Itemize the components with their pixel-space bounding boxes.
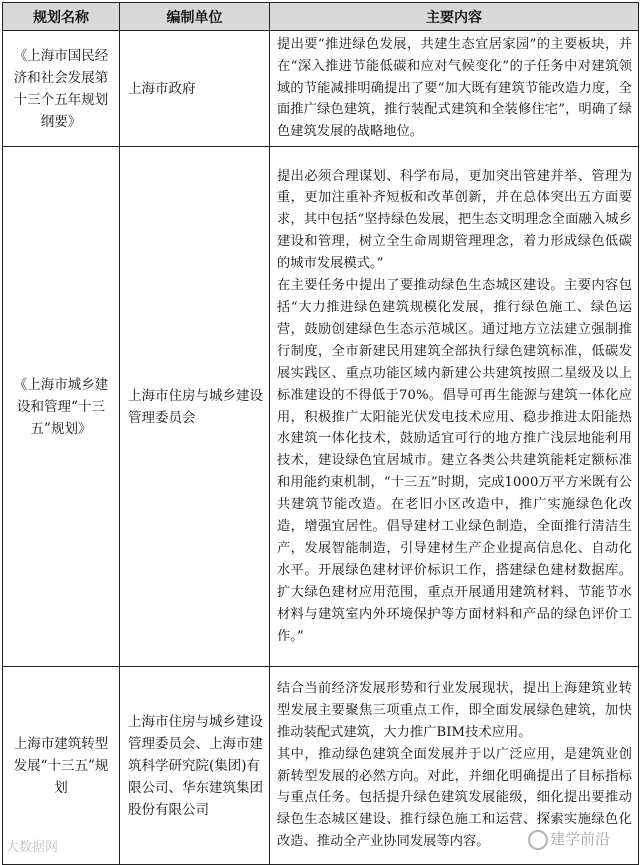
wechat-logo-icon	[528, 830, 548, 850]
plan-name-cell: 上海市建筑转型发展“十三五”规划	[3, 667, 120, 865]
table-row	[3, 147, 639, 667]
content-paragraph: 其中，推动绿色建筑全面发展并于以广泛应用，是建筑业创新转型发展的必然方向。对此，并细化明确提出了目标指标与重点任务。包括提升绿色建筑发展能级，细化提出要推动绿色生态城区建设、推行绿色施工和运营、探索实施绿色化改造、推动全产业协同发展等内容。	[277, 746, 632, 850]
compiling-unit-cell: 上海市住房与城乡建设管理委员会、上海市建筑科学研究院(集团)有限公司、华东建筑集团股份有限公司	[120, 667, 270, 865]
table-row	[3, 31, 639, 147]
watermark-right	[528, 828, 610, 850]
content-paragraph: 结合当前经济发展形势和行业发展现状，提出上海建筑业转型发展主要聚焦三项重点工作，即全面发展绿色建筑，加快推动装配式建筑，大力推广BIM技术应用。	[277, 680, 632, 740]
main-content-cell	[270, 31, 639, 147]
plan-name-cell: 《上海市国民经济和社会发展第十三个五年规划纲要》	[3, 31, 120, 147]
plan-name-cell: 《上海市城乡建设和管理“十三五”规划》	[3, 147, 120, 667]
watermark-left: 大数据网	[6, 840, 59, 855]
main-content-cell	[270, 147, 639, 667]
watermark-right-text: 建学前沿	[550, 830, 611, 848]
header-row	[3, 3, 639, 31]
header-compiling-unit: 编制单位	[120, 3, 270, 31]
content-paragraph: 提出必须合理谋划、科学布局，更加突出管建并举、管理为重，更加注重补齐短板和改革创新，并在总体突出五方面要求，其中包括“坚持绿色发展，把生态文明理念全面融入城乡建设和管理，树立全生命周期管理理念，着力形成绿色低碳的城市发展模式。”	[277, 168, 632, 272]
content-paragraph: 在主要任务中提出了要推动绿色生态城区建设。主要内容包括“大力推进绿色建筑规模化发展，推行绿色施工、绿色运营，鼓励创建绿色生态示范城区。通过地方立法建立强制推行制度，全市新建民用建筑全部执行绿色建筑标准，低碳发展实践区、重点功能区域内新建公共建筑按照二星级及以上标准建设的不得低于70%。倡导可再生能源与建筑一体化应用，积极推广太阳能光伏发电技术应用、稳步推进太阳能热水建筑一体化技术，鼓励适宜可行的地方推广浅层地能利用技术，建设绿色宜居城市。建立各类公共建筑能耗定额标准和用能约束机制，“十三五”时期，完成1000万平方米既有公共建筑节能改造。在老旧小区改造中，推广实施绿色化改造，增强宜居性。倡导建材工业绿色制造，全面推行清洁生产，发展智能制造，引导建材生产企业提高信息化、自动化水平。开展绿色建材评价标识工作，搭建绿色建材数据库。扩大绿色建材应用范围，重点开展通用建筑材料、节能节水材料与建筑室内外环境保护等方面材料和产品的绿色评价工作。”	[277, 278, 632, 644]
content-paragraph: 提出要“推进绿色发展，共建生态宜居家园”的主要板块，并在“深入推进节能低碳和应对气候变化”的子任务中对建筑领域的节能减排明确提出了要“加大既有建筑节能改造力度，全面推广绿色建筑，推行装配式建筑和全装修住宅”，明确了绿色建筑发展的战略地位。	[277, 36, 632, 140]
header-main-content: 主要内容	[270, 3, 639, 31]
policy-table	[2, 2, 639, 865]
compiling-unit-cell: 上海市政府	[120, 31, 270, 147]
compiling-unit-cell: 上海市住房与城乡建设管理委员会	[120, 147, 270, 667]
header-plan-name: 规划名称	[3, 3, 120, 31]
